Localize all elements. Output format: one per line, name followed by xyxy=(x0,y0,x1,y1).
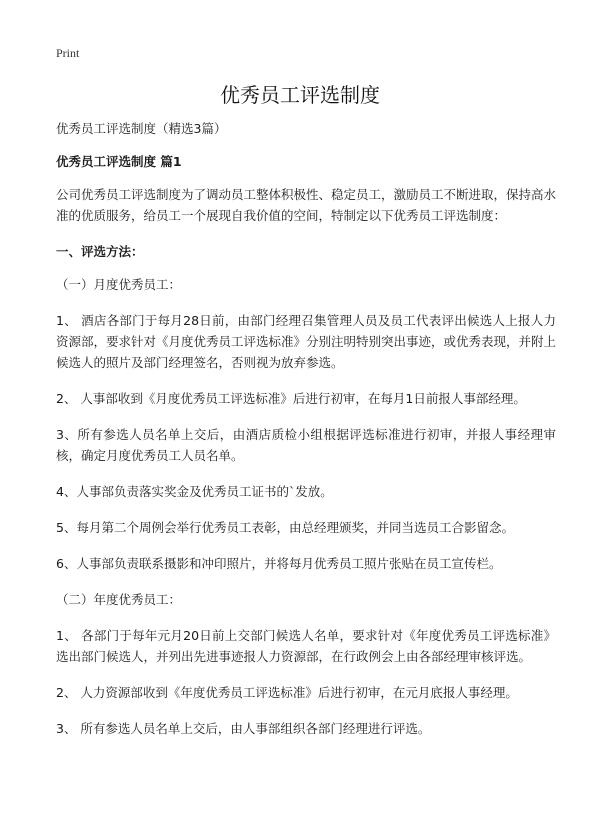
print-label[interactable]: Print xyxy=(56,46,80,60)
monthly-item: 1、 酒店各部门于每月28日前，由部门经理召集管理人员及员工代表评出候选人上报人力资源部，要求针对《月度优秀员工评选标准》分别注明特别突出事迹，或优秀表现，并附上候选人的照片及部门经理签名，否则视为放弃参选。 xyxy=(56,313,557,370)
monthly-item: 3、所有参选人员名单上交后，由酒店质检小组根据评选标准进行初审，并报人事经理审核，确定月度优秀员工人员名单。 xyxy=(56,427,556,463)
monthly-item: 5、每月第二个周例会举行优秀员工表彰，由总经理颁奖，并同当选员工合影留念。 xyxy=(56,520,514,535)
annual-item: 2、 人力资源部收到《年度优秀员工评选标准》后进行初审，在元月底报人事经理。 xyxy=(56,685,518,700)
annual-item: 3、 所有参选人员名单上交后，由人事部组织各部门经理进行评选。 xyxy=(56,721,431,736)
document-subtitle: 优秀员工评选制度（精选3篇） xyxy=(56,121,227,136)
article-heading: 优秀员工评选制度 篇1 xyxy=(56,154,182,169)
monthly-heading: （一）月度优秀员工： xyxy=(56,277,182,292)
annual-item: 1、 各部门于每年元月20日前上交部门候选人名单，要求针对《年度优秀员工评选标准》选出部门候选人，并列出先进事迹报人力资源部，在行政例会上由各部经理审核评选。 xyxy=(56,628,556,664)
monthly-item: 4、人事部负责落实奖金及优秀员工证书的`发放。 xyxy=(56,484,333,499)
annual-heading: （二）年度优秀员工： xyxy=(56,592,182,607)
method-heading: 一、评选方法： xyxy=(56,244,144,259)
document-title: 优秀员工评选制度 xyxy=(220,83,380,107)
intro-paragraph: 公司优秀员工评选制度为了调动员工整体积极性、稳定员工，激励员工不断进取，保持高水准的优质服务，给员工一个展现自我价值的空间，特制定以下优秀员工评选制度： xyxy=(56,187,557,223)
monthly-item: 2、 人事部收到《月度优秀员工评选标准》后进行初审，在每月1日前报人事部经理。 xyxy=(56,391,526,406)
document-body xyxy=(56,118,556,754)
monthly-item: 6、人事部负责联系摄影和冲印照片，并将每月优秀员工照片张贴在员工宣传栏。 xyxy=(56,556,502,571)
